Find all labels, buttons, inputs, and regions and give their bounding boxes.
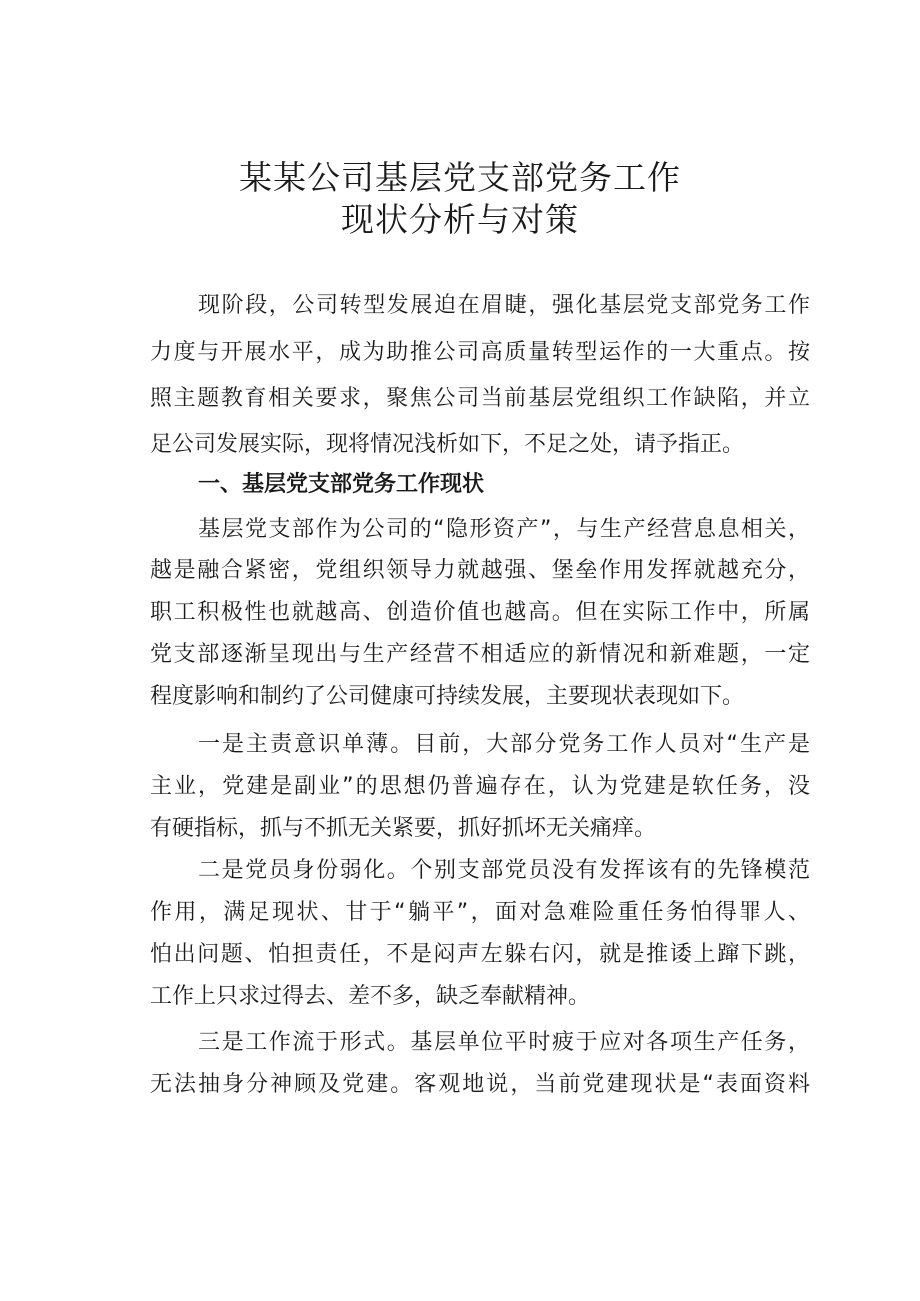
point-paragraph-line: 主业，党建是副业”的思想仍普遍存在，认为党建是软任务，没	[150, 774, 810, 799]
document-title-line-1: 某某公司基层党支部党务工作	[239, 158, 681, 197]
section-paragraph-line: 程度影响和制约了公司健康可持续发展，主要现状表现如下。	[150, 684, 745, 709]
section-heading: 一、基层党支部党务工作现状	[198, 472, 485, 497]
section-paragraph-line: 党支部逐渐呈现出与生产经营不相适应的新情况和新难题，一定	[150, 642, 810, 667]
point-paragraph-line: 作用，满足现状、甘于“躺平”，面对急难险重任务怕得罪人、	[150, 900, 810, 925]
document-title-line-2: 现状分析与对策	[341, 200, 579, 239]
point-paragraph-line: 二是党员身份弱化。个别支部党员没有发挥该有的先锋模范	[198, 858, 810, 883]
intro-line: 力度与开展水平，成为助推公司高质量转型运作的一大重点。按	[150, 340, 810, 365]
section-paragraph-line: 基层党支部作为公司的“隐形资产”，与生产经营息息相关，	[198, 517, 810, 542]
point-paragraph-line: 三是工作流于形式。基层单位平时疲于应对各项生产任务，	[198, 1030, 810, 1055]
point-paragraph-line: 有硬指标，抓与不抓无关紧要，抓好抓坏无关痛痒。	[150, 816, 657, 841]
point-paragraph-line: 工作上只求过得去、差不多，缺乏奉献精神。	[150, 984, 591, 1009]
intro-line: 照主题教育相关要求，聚焦公司当前基层党组织工作缺陷，并立	[150, 386, 810, 411]
point-paragraph-line: 无法抽身分神顾及党建。客观地说，当前党建现状是“表面资料	[150, 1072, 810, 1097]
section-paragraph-line: 职工积极性也就越高、创造价值也越高。但在实际工作中，所属	[150, 600, 810, 625]
point-paragraph-line: 一是主责意识单薄。目前，大部分党务工作人员对“生产是	[198, 732, 810, 757]
intro-line: 现阶段，公司转型发展迫在眉睫，强化基层党支部党务工作	[198, 293, 810, 318]
point-paragraph-line: 怕出问题、怕担责任，不是闷声左躲右闪，就是推诿上蹿下跳，	[150, 942, 810, 967]
section-paragraph-line: 越是融合紧密，党组织领导力就越强、堡垒作用发挥就越充分，	[150, 558, 810, 583]
intro-line: 足公司发展实际，现将情况浅析如下，不足之处，请予指正。	[150, 432, 745, 457]
